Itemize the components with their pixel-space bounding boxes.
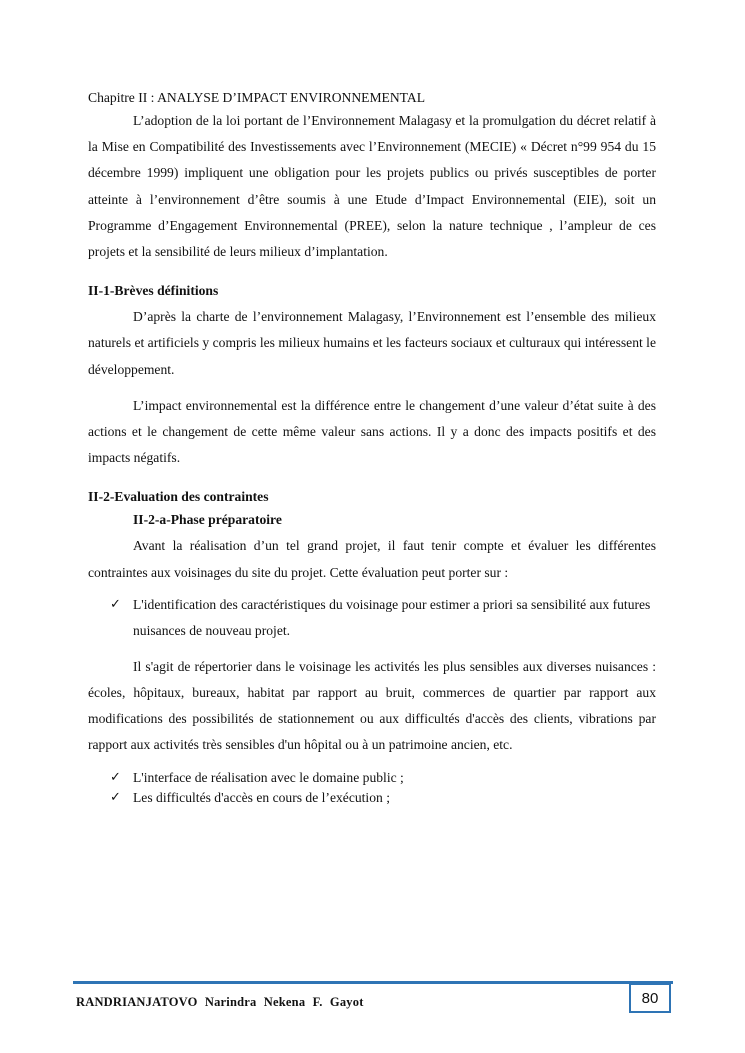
checklist-1 [88, 592, 656, 644]
definition-impact-paragraph: L’impact environnemental est la différence entre le changement d’une valeur d’état suite à des actions et le changement de cette même valeur sans actions. Il y a donc des impacts positifs et des impacts négatifs. [88, 397, 656, 466]
chapter-title: Chapitre II : ANALYSE D’IMPACT ENVIRONNEMENTAL [88, 90, 425, 105]
definition-environment-paragraph: D’après la charte de l’environnement Malagasy, l’Environnement est l’ensemble des milieux naturels et artificiels y compris les milieux humains et les facteurs sociaux et culturaux qui intéressent le développement. [88, 309, 656, 377]
checkmark-icon: ✓ [110, 789, 121, 805]
checklist-2 [88, 765, 656, 805]
footer-author: RANDRIANJATOVO Narindra Nekena F. Gayot [76, 995, 364, 1009]
checkmark-icon: ✓ [110, 769, 121, 785]
section-heading-definitions: II-1-Brèves définitions [88, 283, 219, 299]
constraints-intro-paragraph: Avant la réalisation d’un tel grand projet, il faut tenir compte et évaluer les différentes contraintes aux voisinages du site du projet. Cette évaluation peut porter sur : [88, 538, 656, 580]
neighborhood-paragraph: Il s'agit de répertorier dans le voisinage les activités les plus sensibles aux diverses nuisances : écoles, hôpitaux, bureaux, habitat par rapport au bruit, commerces de quartier par rapport aux modifications des possibilités de stationnement ou aux difficultés d'accès des clients, vibrations par rapport aux activités très sensibles d'un hôpital ou à un patrimoine ancien, etc. [88, 658, 656, 753]
checkmark-icon: ✓ [110, 596, 121, 612]
page-number: 80 [629, 983, 671, 1013]
list-item [88, 791, 656, 805]
section-heading-constraints: II-2-Evaluation des contraintes [88, 489, 269, 505]
list-item-text: Les difficultés d'accès en cours de l’exécution ; [133, 789, 390, 805]
list-item [88, 765, 656, 791]
footer-rule [73, 981, 673, 984]
subsection-heading-preparatory-phase: II-2-a-Phase préparatoire [133, 512, 282, 528]
intro-paragraph: L’adoption de la loi portant de l’Environnement Malagasy et la promulgation du décret relatif à la Mise en Compatibilité des Investissements avec l’Environnement (MECIE) « Décret n°99 954 du 15 décembre 1999) impliquent une obligation pour les projets publics ou privés susceptibles de porter atteinte à l’environnement d’être soumis à une Etude d’Impact Environnemental (EIE), soit un Programme d’Engagement Environnemental (PREE), selon la nature technique , l’ampleur de ces projets et la sensibilité de leurs milieux d’implantation. [88, 113, 656, 260]
list-item-text: L'identification des caractéristiques du voisinage pour estimer a priori sa sensibilité aux futures nuisances de nouveau projet. [133, 596, 651, 638]
list-item-text: L'interface de réalisation avec le domaine public ; [133, 769, 404, 785]
page-body [88, 88, 656, 805]
list-item [88, 592, 656, 644]
